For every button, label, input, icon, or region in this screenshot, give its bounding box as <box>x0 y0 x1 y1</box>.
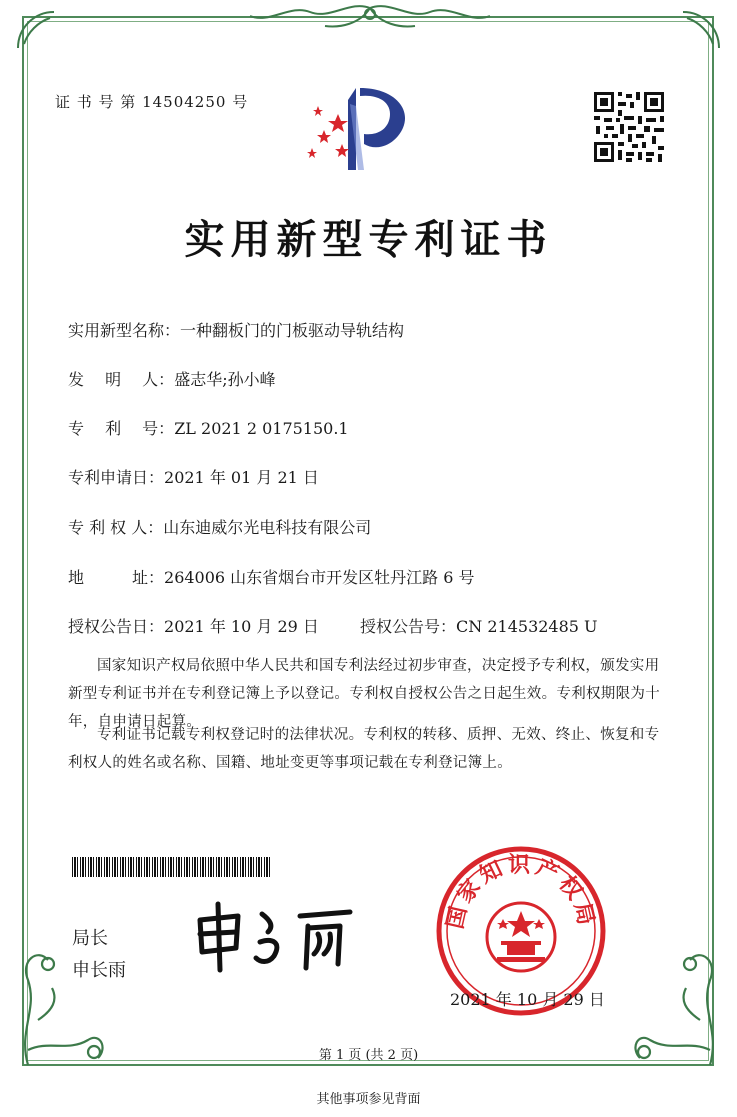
field-value: 2021 年 01 月 21 日 <box>164 468 319 487</box>
field-label: 地 址： <box>68 568 165 587</box>
field-patentee <box>68 515 371 538</box>
field-label: 实用新型名称： <box>68 321 181 340</box>
top-left-ornament <box>14 8 60 54</box>
field-value: 一种翻板门的门板驱动导轨结构 <box>180 321 405 340</box>
field-value: 山东迪威尔光电科技有限公司 <box>163 518 372 537</box>
seal-date: 2021 年 10 月 29 日 <box>450 990 605 1009</box>
seal-text: 国家知识产权局 <box>443 852 599 932</box>
top-right-ornament <box>677 8 723 54</box>
certificate-number-suffix: 号 <box>232 93 249 111</box>
top-ornament <box>230 0 510 40</box>
field-label: 发 明 人： <box>68 370 175 389</box>
body-paragraph-1: 国家知识产权局依照中华人民共和国专利法经过初步审查，决定授予专利权，颁发实用新型专利证书并在专利登记簿上予以登记。专利权自授权公告之日起生效。专利权期限为十年，自申请日起算。 <box>68 658 660 730</box>
cnipa-logo <box>298 84 420 176</box>
field-value: CN 214532485 U <box>456 617 598 636</box>
field-filing-date <box>68 465 319 488</box>
director-name: 申长雨 <box>72 960 126 981</box>
field-address <box>68 565 475 588</box>
field-label: 授权公告号： <box>360 617 457 636</box>
field-patent-number <box>68 416 349 439</box>
field-label: 专 利 号： <box>68 419 175 438</box>
page-indicator: 第 1 页 (共 2 页) <box>318 1048 419 1063</box>
director-title: 局长 <box>72 928 108 949</box>
field-grant-date <box>68 614 319 637</box>
certificate-number-label: 证 书 号 第 <box>55 93 137 111</box>
field-value: ZL 2021 2 0175150.1 <box>174 419 349 438</box>
body-paragraph-2: 专利证书记载专利权登记时的法律状况。专利权的转移、质押、无效、终止、恢复和专利权人的姓名或名称、国籍、地址变更等事项记载在专利登记簿上。 <box>68 727 660 771</box>
field-label: 授权公告日： <box>68 617 165 636</box>
certificate-title: 实用新型专利证书 <box>184 216 553 263</box>
field-label: 专利申请日： <box>68 468 165 487</box>
field-grant-number <box>360 614 598 637</box>
barcode <box>72 857 272 877</box>
field-label: 专 利 权 人： <box>68 518 164 537</box>
qr-code-icon <box>592 90 666 164</box>
field-value: 264006 山东省烟台市开发区牡丹江路 6 号 <box>164 568 475 587</box>
field-inventor <box>68 367 276 390</box>
footer-note: 其他事项参见背面 <box>316 1092 421 1107</box>
field-utility-model-name <box>68 318 404 341</box>
field-value: 盛志华;孙小峰 <box>174 370 276 389</box>
handwritten-signature <box>190 898 360 974</box>
certificate-number <box>55 91 248 112</box>
certificate-number-value: 14504250 <box>142 93 227 111</box>
field-value: 2021 年 10 月 29 日 <box>164 617 319 636</box>
